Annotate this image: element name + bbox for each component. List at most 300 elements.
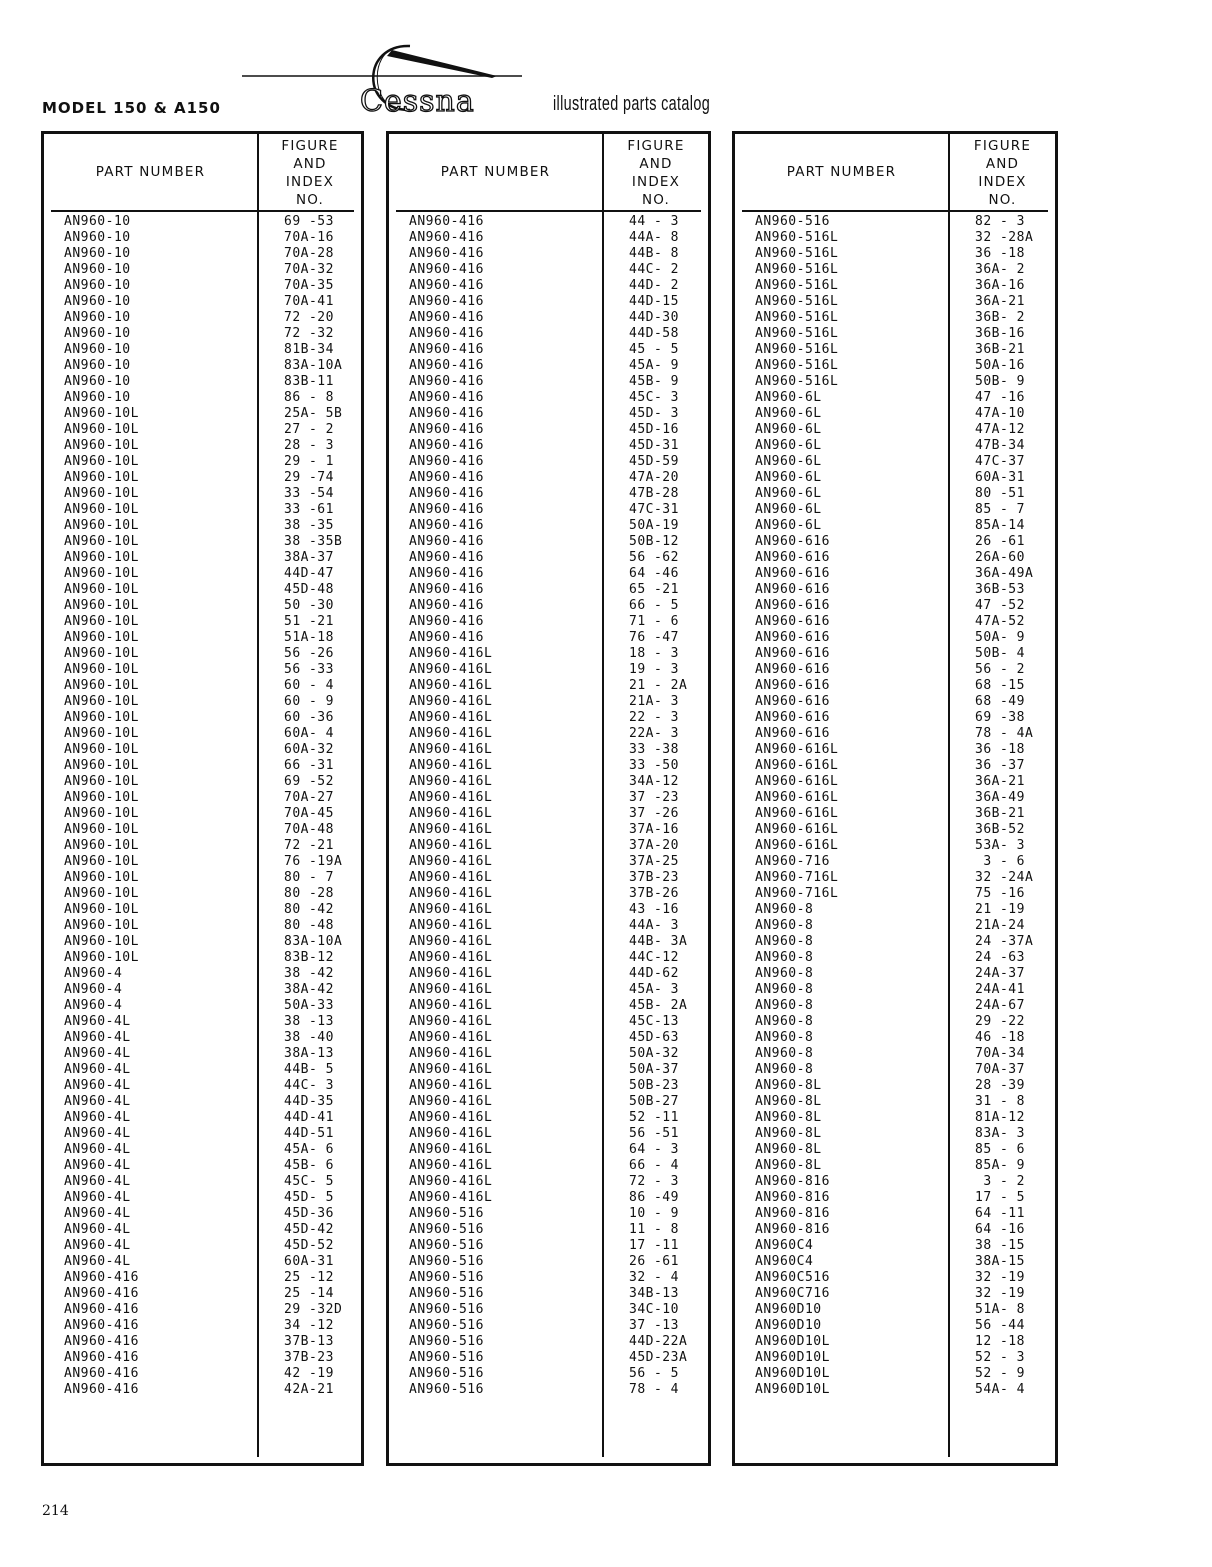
part-number: AN960-10L <box>64 582 139 597</box>
figure-index: 36A-21 <box>975 294 1025 309</box>
part-number: AN960-416L <box>409 774 493 789</box>
part-number: AN960-416 <box>64 1270 139 1285</box>
part-number: AN960-616L <box>755 742 839 757</box>
part-number: AN960-416 <box>409 326 484 341</box>
part-number: AN960-6L <box>755 406 822 421</box>
part-number: AN960-10L <box>64 902 139 917</box>
table-row <box>389 1110 708 1126</box>
table-row <box>44 1110 361 1126</box>
table-row <box>735 630 1055 646</box>
table-row <box>735 262 1055 278</box>
part-number: AN960-8L <box>755 1126 822 1141</box>
table-row <box>389 566 708 582</box>
part-number: AN960-416L <box>409 1174 493 1189</box>
part-number: AN960-516L <box>755 310 839 325</box>
table-row <box>735 886 1055 902</box>
table-row <box>735 726 1055 742</box>
table-row <box>735 646 1055 662</box>
part-number: AN960-4L <box>64 1126 131 1141</box>
table-row <box>389 1094 708 1110</box>
table-row <box>389 454 708 470</box>
figure-index: 11 - 8 <box>629 1222 679 1237</box>
table-row <box>44 1158 361 1174</box>
part-number: AN960-10L <box>64 534 139 549</box>
figure-index: 37A-20 <box>629 838 679 853</box>
table-row <box>735 854 1055 870</box>
part-number: AN960-10L <box>64 566 139 581</box>
figure-index: 45C- 5 <box>284 1174 334 1189</box>
part-number: AN960-6L <box>755 502 822 517</box>
table-row <box>389 1334 708 1350</box>
part-number: AN960-6L <box>755 422 822 437</box>
part-number: AN960-10 <box>64 294 131 309</box>
part-number: AN960-4L <box>64 1222 131 1237</box>
part-number: AN960-10L <box>64 518 139 533</box>
part-number: AN960-516 <box>409 1238 484 1253</box>
part-number: AN960-616 <box>755 710 830 725</box>
part-number: AN960-416 <box>64 1318 139 1333</box>
figure-index: 44C-12 <box>629 950 679 965</box>
figure-index: 45A- 6 <box>284 1142 334 1157</box>
part-number: AN960-10L <box>64 774 139 789</box>
table-row <box>735 1030 1055 1046</box>
part-number: AN960-4L <box>64 1190 131 1205</box>
part-number: AN960-416 <box>409 518 484 533</box>
table-row <box>389 1158 708 1174</box>
part-number: AN960-416 <box>64 1350 139 1365</box>
table-row <box>44 342 361 358</box>
figure-index: 51A-18 <box>284 630 334 645</box>
part-number: AN960-10L <box>64 854 139 869</box>
figure-index: 53A- 3 <box>975 838 1025 853</box>
table-row <box>44 374 361 390</box>
figure-index: 76 -19A <box>284 854 343 869</box>
part-number: AN960-416L <box>409 918 493 933</box>
part-number: AN960D10 <box>755 1302 822 1317</box>
table-row <box>735 678 1055 694</box>
part-number: AN960-416L <box>409 726 493 741</box>
figure-index: 60 - 9 <box>284 694 334 709</box>
part-number: AN960-416L <box>409 1078 493 1093</box>
figure-index: 70A-16 <box>284 230 334 245</box>
table-row <box>735 1126 1055 1142</box>
model-title: MODEL 150 & A150 <box>42 99 221 117</box>
part-number: AN960-10 <box>64 358 131 373</box>
figure-index: 17 -11 <box>629 1238 679 1253</box>
part-number: AN960C4 <box>755 1238 814 1253</box>
table-row <box>389 374 708 390</box>
part-number: AN960-10L <box>64 886 139 901</box>
part-number: AN960-10L <box>64 486 139 501</box>
figure-index: 45A- 3 <box>629 982 679 997</box>
figure-index: 50 -30 <box>284 598 334 613</box>
table-row <box>735 1254 1055 1270</box>
table-row <box>735 1302 1055 1318</box>
figure-index: 69 -38 <box>975 710 1025 725</box>
part-number: AN960-10 <box>64 214 131 229</box>
part-number: AN960-416 <box>409 422 484 437</box>
part-number: AN960-8 <box>755 1046 814 1061</box>
figure-index: 24 -37A <box>975 934 1034 949</box>
figure-index: 10 - 9 <box>629 1206 679 1221</box>
figure-index: 38 -42 <box>284 966 334 981</box>
table-row <box>735 374 1055 390</box>
figure-index: 42 -19 <box>284 1366 334 1381</box>
part-number: AN960-416 <box>64 1334 139 1349</box>
table-row <box>389 918 708 934</box>
part-number: AN960-8 <box>755 982 814 997</box>
table-row <box>44 230 361 246</box>
table-row <box>735 1366 1055 1382</box>
part-number: AN960-416L <box>409 806 493 821</box>
table-row <box>389 998 708 1014</box>
part-number: AN960-10L <box>64 710 139 725</box>
figure-index: 86 - 8 <box>284 390 334 405</box>
figure-index: 47A-10 <box>975 406 1025 421</box>
part-number: AN960-416 <box>409 214 484 229</box>
figure-index: 70A-41 <box>284 294 334 309</box>
table-row <box>735 342 1055 358</box>
table-row <box>44 966 361 982</box>
figure-index: 26A-60 <box>975 550 1025 565</box>
figure-index: 34C-10 <box>629 1302 679 1317</box>
part-number: AN960-516 <box>409 1382 484 1397</box>
part-number: AN960-10 <box>64 390 131 405</box>
figure-index: 83B-12 <box>284 950 334 965</box>
figure-index: 47A-12 <box>975 422 1025 437</box>
figure-index: 37B-26 <box>629 886 679 901</box>
part-number: AN960-4L <box>64 1238 131 1253</box>
table-row <box>389 1190 708 1206</box>
table-row <box>44 582 361 598</box>
table-row <box>389 646 708 662</box>
figure-index: 22A- 3 <box>629 726 679 741</box>
part-number: AN960-616L <box>755 790 839 805</box>
table-row <box>44 886 361 902</box>
table-row <box>389 1030 708 1046</box>
figure-index: 45B- 2A <box>629 998 688 1013</box>
figure-index: 44B- 3A <box>629 934 688 949</box>
part-number: AN960-416L <box>409 982 493 997</box>
figure-index: 56 - 2 <box>975 662 1025 677</box>
part-number: AN960-616 <box>755 726 830 741</box>
table-row <box>735 710 1055 726</box>
figure-index: 36A- 2 <box>975 262 1025 277</box>
figure-index: 47B-28 <box>629 486 679 501</box>
part-number: AN960-10L <box>64 694 139 709</box>
table-row <box>389 294 708 310</box>
no-header-line: NO. <box>641 192 671 208</box>
table-row <box>735 598 1055 614</box>
figure-index: 29 -74 <box>284 470 334 485</box>
part-number: AN960-10L <box>64 870 139 885</box>
figure-index: 19 - 3 <box>629 662 679 677</box>
figure-index: 25 -14 <box>284 1286 334 1301</box>
figure-index: 80 -51 <box>975 486 1025 501</box>
figure-index: 24 -63 <box>975 950 1025 965</box>
figure-index: 36B-21 <box>975 342 1025 357</box>
figure-index: 45D- 3 <box>629 406 679 421</box>
figure-index: 45D-52 <box>284 1238 334 1253</box>
table-row <box>389 1286 708 1302</box>
figure-index: 56 -44 <box>975 1318 1025 1333</box>
table-row <box>44 518 361 534</box>
part-number: AN960-8 <box>755 902 814 917</box>
figure-index-header <box>604 137 708 209</box>
part-number: AN960-516 <box>409 1366 484 1381</box>
table-row <box>735 1142 1055 1158</box>
table-row <box>389 342 708 358</box>
table-row <box>44 998 361 1014</box>
figure-index: 60A-31 <box>284 1254 334 1269</box>
part-number: AN960-8 <box>755 998 814 1013</box>
header-rule <box>51 210 354 212</box>
part-number: AN960-416L <box>409 966 493 981</box>
table-row <box>735 486 1055 502</box>
figure-index: 47 -16 <box>975 390 1025 405</box>
table-row <box>389 742 708 758</box>
part-number: AN960-416 <box>64 1302 139 1317</box>
table-rows <box>389 214 708 1398</box>
figure-index: 38A-13 <box>284 1046 334 1061</box>
table-row <box>44 870 361 886</box>
figure-index: 66 - 5 <box>629 598 679 613</box>
figure-index: 36A-49 <box>975 790 1025 805</box>
figure-index: 33 -61 <box>284 502 334 517</box>
table-row <box>389 822 708 838</box>
figure-index: 37A-25 <box>629 854 679 869</box>
figure-index: 66 - 4 <box>629 1158 679 1173</box>
part-number: AN960-516 <box>409 1270 484 1285</box>
part-number: AN960-416 <box>409 262 484 277</box>
table-row <box>44 662 361 678</box>
table-row <box>44 502 361 518</box>
figure-index: 31 - 8 <box>975 1094 1025 1109</box>
table-row <box>735 1062 1055 1078</box>
table-row <box>389 790 708 806</box>
table-row <box>735 758 1055 774</box>
table-row <box>389 886 708 902</box>
part-number: AN960-6L <box>755 454 822 469</box>
figure-index: 27 - 2 <box>284 422 334 437</box>
table-row <box>389 390 708 406</box>
table-row <box>389 358 708 374</box>
part-number: AN960-616 <box>755 694 830 709</box>
part-number: AN960-416L <box>409 1190 493 1205</box>
page-number: 214 <box>42 1503 69 1519</box>
part-number: AN960-516L <box>755 246 839 261</box>
figure-index: 32 -19 <box>975 1286 1025 1301</box>
figure-index: 64 -11 <box>975 1206 1025 1221</box>
part-number: AN960-516 <box>409 1334 484 1349</box>
part-number: AN960-416 <box>409 470 484 485</box>
figure-index: 25 -12 <box>284 1270 334 1285</box>
figure-index: 50B-23 <box>629 1078 679 1093</box>
table-row <box>44 358 361 374</box>
part-number: AN960-10 <box>64 278 131 293</box>
table-row <box>44 262 361 278</box>
figure-index: 32 -19 <box>975 1270 1025 1285</box>
index-header-line: INDEX <box>631 174 681 190</box>
figure-index: 34 -12 <box>284 1318 334 1333</box>
figure-index: 70A-37 <box>975 1062 1025 1077</box>
index-header-line: INDEX <box>285 174 335 190</box>
figure-index: 60A-32 <box>284 742 334 757</box>
table-row <box>44 678 361 694</box>
part-number: AN960-4L <box>64 1062 131 1077</box>
figure-index: 85 - 6 <box>975 1142 1025 1157</box>
figure-index: 44D-58 <box>629 326 679 341</box>
table-row <box>389 406 708 422</box>
figure-index: 37A-16 <box>629 822 679 837</box>
table-row <box>44 742 361 758</box>
table-row <box>44 1078 361 1094</box>
figure-index: 45D-59 <box>629 454 679 469</box>
cessna-logo <box>242 38 542 120</box>
table-row <box>389 534 708 550</box>
part-number: AN960-516L <box>755 342 839 357</box>
header-rule <box>396 210 701 212</box>
table-row <box>735 566 1055 582</box>
figure-index: 38 -15 <box>975 1238 1025 1253</box>
figure-index: 50B-12 <box>629 534 679 549</box>
part-number: AN960-10L <box>64 822 139 837</box>
table-row <box>44 726 361 742</box>
figure-index: 44D-30 <box>629 310 679 325</box>
figure-index: 60 - 4 <box>284 678 334 693</box>
figure-index: 56 -26 <box>284 646 334 661</box>
table-row <box>44 246 361 262</box>
table-row <box>389 214 708 230</box>
figure-index: 45C- 3 <box>629 390 679 405</box>
table-row <box>735 774 1055 790</box>
table-row <box>735 1014 1055 1030</box>
part-number: AN960-716L <box>755 886 839 901</box>
part-number: AN960-416L <box>409 758 493 773</box>
part-number: AN960-416L <box>409 838 493 853</box>
table-row <box>44 1334 361 1350</box>
table-row <box>389 838 708 854</box>
part-number: AN960-516 <box>409 1302 484 1317</box>
table-row <box>389 1014 708 1030</box>
table-row <box>44 646 361 662</box>
part-number: AN960-416L <box>409 1030 493 1045</box>
part-number-header: PART NUMBER <box>95 164 206 180</box>
figure-index: 70A-45 <box>284 806 334 821</box>
table-row <box>735 1094 1055 1110</box>
figure-index: 45D-63 <box>629 1030 679 1045</box>
table-row <box>389 1126 708 1142</box>
part-number-header: PART NUMBER <box>440 164 551 180</box>
table-row <box>389 774 708 790</box>
part-number: AN960-516 <box>409 1286 484 1301</box>
part-number: AN960-416 <box>409 454 484 469</box>
table-row <box>44 438 361 454</box>
figure-index: 25A- 5B <box>284 406 343 421</box>
part-number: AN960-416 <box>409 374 484 389</box>
figure-index-header <box>950 137 1055 209</box>
figure-index: 50A-33 <box>284 998 334 1013</box>
figure-index: 45D- 5 <box>284 1190 334 1205</box>
figure-index: 52 - 3 <box>975 1350 1025 1365</box>
figure-index: 45B- 9 <box>629 374 679 389</box>
header-rule <box>742 210 1048 212</box>
part-number: AN960-416L <box>409 694 493 709</box>
part-number: AN960-416 <box>64 1366 139 1381</box>
figure-index: 18 - 3 <box>629 646 679 661</box>
figure-index: 47 -52 <box>975 598 1025 613</box>
table-row <box>735 662 1055 678</box>
part-number: AN960-4L <box>64 1174 131 1189</box>
figure-index: 38 -35B <box>284 534 343 549</box>
part-number: AN960-10L <box>64 406 139 421</box>
table-row <box>44 1302 361 1318</box>
table-row <box>389 1046 708 1062</box>
part-number: AN960-10L <box>64 614 139 629</box>
table-row <box>735 278 1055 294</box>
part-number: AN960-416L <box>409 646 493 661</box>
table-row <box>44 1094 361 1110</box>
part-number: AN960D10L <box>755 1382 830 1397</box>
part-number: AN960-4L <box>64 1206 131 1221</box>
part-number: AN960-10 <box>64 342 131 357</box>
part-number: AN960-516L <box>755 294 839 309</box>
part-number: AN960-6L <box>755 470 822 485</box>
part-number: AN960-416L <box>409 822 493 837</box>
part-number: AN960-10L <box>64 470 139 485</box>
table-row <box>44 806 361 822</box>
part-number: AN960-10 <box>64 374 131 389</box>
figure-index: 21A- 3 <box>629 694 679 709</box>
part-number: AN960-416L <box>409 1062 493 1077</box>
figure-index: 24A-67 <box>975 998 1025 1013</box>
part-number: AN960-8L <box>755 1158 822 1173</box>
table-row <box>389 262 708 278</box>
figure-index: 29 -22 <box>975 1014 1025 1029</box>
figure-index: 60A- 4 <box>284 726 334 741</box>
figure-index: 34B-13 <box>629 1286 679 1301</box>
no-header-line: NO. <box>295 192 325 208</box>
part-number: AN960-10L <box>64 950 139 965</box>
figure-index: 64 -46 <box>629 566 679 581</box>
part-number: AN960-516 <box>409 1254 484 1269</box>
table-row <box>735 1238 1055 1254</box>
part-number: AN960-416 <box>409 502 484 517</box>
part-number: AN960-10L <box>64 646 139 661</box>
table-row <box>735 1110 1055 1126</box>
table-row <box>44 1382 361 1398</box>
figure-index: 69 -52 <box>284 774 334 789</box>
and-header-line: AND <box>639 156 673 172</box>
figure-index: 21 - 2A <box>629 678 688 693</box>
figure-index: 52 -11 <box>629 1110 679 1125</box>
part-number: AN960-516 <box>409 1318 484 1333</box>
part-number: AN960D10L <box>755 1366 830 1381</box>
part-number: AN960-10L <box>64 438 139 453</box>
figure-index: 64 - 3 <box>629 1142 679 1157</box>
table-row <box>44 1286 361 1302</box>
figure-index: 45D-42 <box>284 1222 334 1237</box>
part-number: AN960-10L <box>64 422 139 437</box>
table-row <box>44 1190 361 1206</box>
table-row <box>389 1222 708 1238</box>
figure-index: 47C-31 <box>629 502 679 517</box>
part-number: AN960-4 <box>64 966 123 981</box>
part-number: AN960-616 <box>755 598 830 613</box>
figure-index: 37 -23 <box>629 790 679 805</box>
part-number: AN960-416 <box>409 246 484 261</box>
table-row <box>44 406 361 422</box>
